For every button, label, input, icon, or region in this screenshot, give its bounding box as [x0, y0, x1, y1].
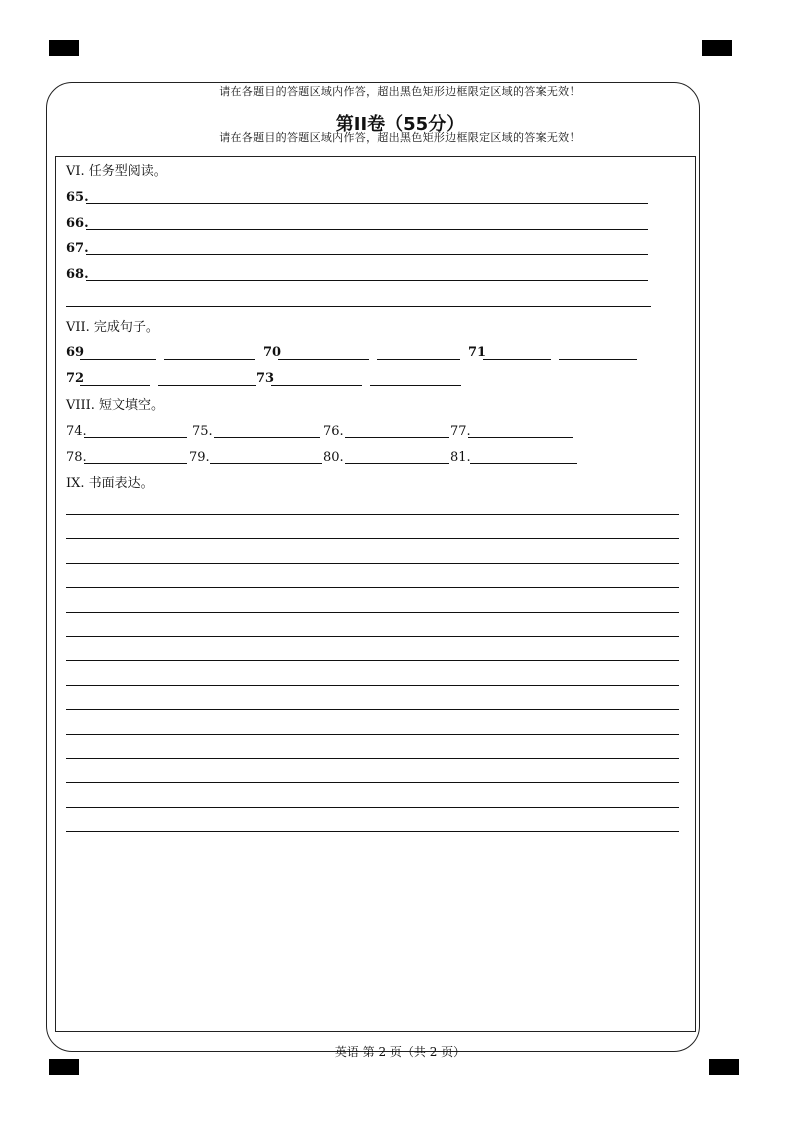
- page-footer: 英语 第 2 页（共 2 页）: [334, 1045, 466, 1059]
- writing-line[interactable]: [66, 587, 679, 588]
- writing-line[interactable]: [66, 636, 679, 637]
- writing-line[interactable]: [66, 734, 679, 735]
- answer-line-68-continued[interactable]: [66, 306, 651, 307]
- answer-line-73-a[interactable]: [271, 385, 362, 386]
- answer-line-65[interactable]: [86, 203, 648, 204]
- item-69-label: 69: [66, 345, 85, 360]
- answer-line-68[interactable]: [86, 280, 648, 281]
- writing-line[interactable]: [66, 514, 679, 515]
- item-78-label: 78.: [66, 450, 87, 465]
- writing-line[interactable]: [66, 612, 679, 613]
- answer-line-77[interactable]: [468, 437, 573, 438]
- section-vi-heading: VI. 任务型阅读。: [66, 164, 167, 179]
- answer-line-66[interactable]: [86, 229, 648, 230]
- notice-top: 请在各题目的答题区域内作答，超出黑色矩形边框限定区域的答案无效！: [219, 85, 581, 98]
- answer-line-76[interactable]: [345, 437, 449, 438]
- section-viii-heading: VIII. 短文填空。: [66, 398, 165, 413]
- answer-area-border: [55, 156, 696, 1032]
- writing-line[interactable]: [66, 758, 679, 759]
- registration-mark-bottom-right: [709, 1059, 739, 1075]
- item-65-label: 65.: [66, 190, 89, 205]
- writing-line[interactable]: [66, 563, 679, 564]
- answer-line-72-a[interactable]: [80, 385, 150, 386]
- answer-line-81[interactable]: [470, 463, 577, 464]
- sheet-title: 第II卷（55分）: [335, 114, 465, 135]
- item-80-label: 80.: [323, 450, 344, 465]
- section-vii-heading: VII. 完成句子。: [66, 320, 159, 335]
- section-ix-heading: IX. 书面表达。: [66, 476, 154, 491]
- item-76-label: 76.: [323, 424, 344, 439]
- item-81-label: 81.: [450, 450, 471, 465]
- answer-line-74[interactable]: [84, 437, 187, 438]
- item-66-label: 66.: [66, 216, 89, 231]
- writing-line[interactable]: [66, 685, 679, 686]
- registration-mark-top-left: [49, 40, 79, 56]
- answer-line-72-b[interactable]: [158, 385, 256, 386]
- item-70-label: 70: [263, 345, 282, 360]
- answer-line-70-a[interactable]: [278, 359, 369, 360]
- answer-line-71-a[interactable]: [483, 359, 551, 360]
- answer-line-80[interactable]: [345, 463, 449, 464]
- answer-line-69-a[interactable]: [80, 359, 156, 360]
- answer-line-78[interactable]: [84, 463, 187, 464]
- answer-line-67[interactable]: [86, 254, 648, 255]
- item-71-label: 71: [468, 345, 487, 360]
- writing-line[interactable]: [66, 807, 679, 808]
- item-73-label: 73: [256, 371, 275, 386]
- notice-under-title: 请在各题目的答题区域内作答，超出黑色矩形边框限定区域的答案无效！: [219, 131, 581, 144]
- writing-line[interactable]: [66, 538, 679, 539]
- item-68-label: 68.: [66, 267, 89, 282]
- writing-line[interactable]: [66, 660, 679, 661]
- writing-line[interactable]: [66, 709, 679, 710]
- answer-line-75[interactable]: [214, 437, 320, 438]
- item-75-label: 75.: [192, 424, 213, 439]
- registration-mark-top-right: [702, 40, 732, 56]
- item-67-label: 67.: [66, 241, 89, 256]
- item-77-label: 77.: [450, 424, 471, 439]
- answer-line-79[interactable]: [210, 463, 322, 464]
- item-79-label: 79.: [189, 450, 210, 465]
- answer-line-73-b[interactable]: [370, 385, 461, 386]
- registration-mark-bottom-left: [49, 1059, 79, 1075]
- item-74-label: 74.: [66, 424, 87, 439]
- answer-line-69-b[interactable]: [164, 359, 255, 360]
- item-72-label: 72: [66, 371, 85, 386]
- writing-line[interactable]: [66, 831, 679, 832]
- answer-line-70-b[interactable]: [377, 359, 460, 360]
- answer-line-71-b[interactable]: [559, 359, 637, 360]
- writing-line[interactable]: [66, 782, 679, 783]
